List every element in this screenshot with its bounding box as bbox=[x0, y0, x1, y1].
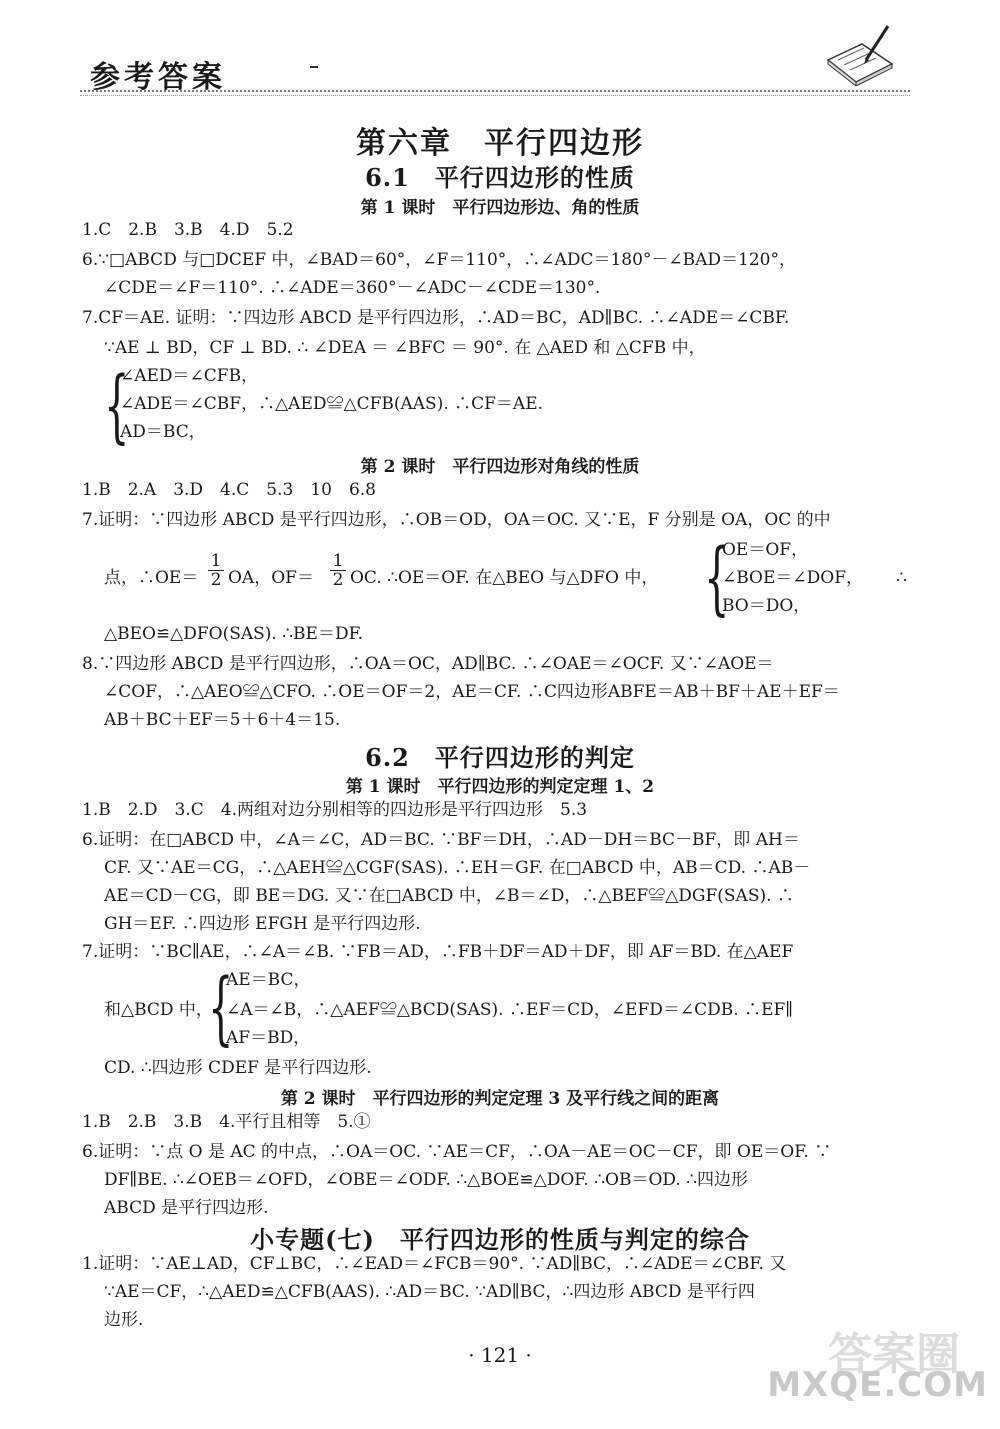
fraction-numerator: 1 bbox=[210, 551, 222, 571]
notebook-pen-icon bbox=[820, 20, 900, 86]
system-brace: { bbox=[704, 531, 730, 624]
answer-line: AB＋BC＋EF＝5＋6＋4＝15. bbox=[104, 710, 341, 730]
answer-line: ∠COF，∴△AEO≌△CFO. ∴OE＝OF＝2，AE＝CF. ∴C四边形ABFE＝AB＋BF＋AE＋EF＝ bbox=[104, 682, 840, 702]
chapter-title: 第六章 平行四边形 bbox=[356, 126, 644, 161]
watermark-logo: 答案圈 bbox=[828, 1329, 960, 1380]
answer-line: 8.∵四边形 ABCD 是平行四边形，∴OA＝OC，AD∥BC. ∴∠OAE＝∠OCF. 又∵∠AOE＝ bbox=[82, 654, 774, 674]
answer-line-segment: OA，OF＝ bbox=[228, 568, 314, 588]
answer-line: 1.B 2.D 3.C 4.两组对边分别相等的四边形是平行四边形 5.3 bbox=[82, 800, 588, 820]
answer-line: 1.B 2.A 3.D 4.C 5.3 10 6.8 bbox=[82, 480, 376, 500]
answer-line: ∵AE＝CF，∴△AED≌△CFB(AAS). ∴AD＝BC. ∵AD∥BC，∴四边形 ABCD 是平行四 bbox=[104, 1282, 755, 1302]
answer-line: 6.证明：∵点 O 是 AC 的中点，∴OA＝OC. ∵AE＝CF，∴OA－AE＝OC－CF，即 OE＝OF. ∵ bbox=[82, 1142, 832, 1162]
answer-line: AE＝CD－CG，即 BE＝DG. 又∵在□ABCD 中，∠B＝∠D，∴△BEF≌△DGF(SAS). ∴ bbox=[104, 886, 794, 906]
header-mark bbox=[310, 66, 318, 68]
system-line: ∠BOE＝∠DOF， bbox=[722, 568, 864, 588]
lesson-title: 第 1 课时 平行四边形的判定定理 1、2 bbox=[345, 777, 655, 797]
fraction-numerator: 1 bbox=[332, 551, 344, 571]
fraction-one-half bbox=[208, 552, 224, 589]
answer-line: 7.证明：∵BC∥AE，∴∠A＝∠B. ∵FB＝AD，∴FB＋DF＝AD＋DF，即 AF＝BD. 在△AEF bbox=[82, 942, 794, 962]
lesson-title: 第 2 课时 平行四边形的判定定理 3 及平行线之间的距离 bbox=[280, 1089, 720, 1109]
fraction-denominator: 2 bbox=[330, 570, 346, 589]
answer-line: 6.证明：在□ABCD 中，∠A＝∠C，AD＝BC. ∵BF＝DH，∴AD－DH＝BC－BF，即 AH＝ bbox=[82, 830, 800, 850]
answer-line: 1.B 2.B 3.B 4.平行且相等 5.① bbox=[82, 1112, 371, 1132]
header-rule bbox=[80, 90, 910, 92]
fraction-denominator: 2 bbox=[208, 570, 224, 589]
page-header bbox=[80, 48, 910, 98]
answer-line: 6.∵□ABCD 与□DCEF 中，∠BAD＝60°，∠F＝110°，∴∠ADC＝180°－∠BAD＝120°， bbox=[82, 250, 796, 270]
answer-line: 1.证明：∵AE⊥AD，CF⊥BC，∴∠EAD＝∠FCB＝90°. ∵AD∥BC，∴∠ADE＝∠CBF. 又 bbox=[82, 1254, 787, 1274]
answer-line: ABCD 是平行四边形. bbox=[104, 1198, 269, 1218]
answer-line-segment: 和△BCD 中， bbox=[104, 1000, 213, 1020]
answer-line: ∵AE ⊥ BD，CF ⊥ BD. ∴ ∠DEA ＝ ∠BFC ＝ 90°. 在 △AED 和 △CFB 中， bbox=[104, 338, 706, 358]
system-line: BO＝DO， bbox=[722, 596, 811, 616]
answer-line-segment: ∴ bbox=[896, 568, 907, 588]
system-brace: { bbox=[104, 359, 130, 452]
answer-line-segment: 点，∴OE＝ bbox=[104, 568, 199, 588]
system-brace: { bbox=[208, 961, 234, 1054]
answer-line: GH＝EF. ∴四边形 EFGH 是平行四边形. bbox=[104, 914, 421, 934]
answer-line: 7.证明：∵四边形 ABCD 是平行四边形，∴OB＝OD，OA＝OC. 又∵E，F 分别是 OA，OC 的中 bbox=[82, 510, 831, 530]
lesson-title: 第 2 课时 平行四边形对角线的性质 bbox=[360, 457, 640, 477]
answer-line: 1.C 2.B 3.B 4.D 5.2 bbox=[82, 220, 294, 240]
answer-line: △BEO≌△DFO(SAS). ∴BE＝DF. bbox=[104, 624, 364, 644]
system-line: AE＝BC， bbox=[226, 970, 311, 990]
header-rule-secondary bbox=[80, 95, 910, 96]
lesson-title: 第 1 课时 平行四边形边、角的性质 bbox=[360, 198, 640, 218]
page-number: · 121 · bbox=[468, 1343, 532, 1367]
fraction-one-half bbox=[330, 552, 346, 589]
answer-line: 边形. bbox=[104, 1310, 144, 1330]
section-title-6-2: 6.2 平行四边形的判定 bbox=[365, 743, 635, 772]
answer-line: CD. ∴四边形 CDEF 是平行四边形. bbox=[104, 1058, 372, 1078]
system-line: ∠A＝∠B，∴△AEF≌△BCD(SAS). ∴EF＝CD，∠EFD＝∠CDB. ∴EF∥ bbox=[226, 1000, 794, 1020]
answer-line: CF. 又∵AE＝CG，∴△AEH≌△CGF(SAS). ∴EH＝GF. 在□ABCD 中，AB＝CD. ∴AB－ bbox=[104, 858, 811, 878]
system-line: OE＝OF， bbox=[722, 540, 809, 560]
answer-line: DF∥BE. ∴∠OEB＝∠OFD，∠OBE＝∠ODF. ∴△BOE≌△DOF. ∴OB＝OD. ∴四边形 bbox=[104, 1170, 749, 1190]
watermark-url: MXQE.COM bbox=[767, 1365, 988, 1405]
system-line: ∠AED＝∠CFB， bbox=[120, 366, 259, 386]
header-title: 参考答案 bbox=[90, 60, 226, 95]
answer-line: 7.CF＝AE. 证明：∵四边形 ABCD 是平行四边形，∴AD＝BC，AD∥BC. ∴∠ADE＝∠CBF. bbox=[82, 308, 790, 328]
system-line: AF＝BD， bbox=[226, 1028, 311, 1048]
system-line: AD＝BC， bbox=[120, 422, 206, 442]
answer-line: ∠CDE＝∠F＝110°. ∴∠ADE＝360°－∠ADC－∠CDE＝130°. bbox=[104, 278, 601, 298]
answer-line-segment: OC. ∴OE＝OF. 在△BEO 与△DFO 中， bbox=[350, 568, 659, 588]
section-title-6-1: 6.1 平行四边形的性质 bbox=[365, 163, 635, 192]
section-title-topic: 小专题(七) 平行四边形的性质与判定的综合 bbox=[250, 1225, 750, 1254]
system-line: ∠ADE＝∠CBF，∴△AED≌△CFB(AAS). ∴CF＝AE. bbox=[120, 394, 544, 414]
